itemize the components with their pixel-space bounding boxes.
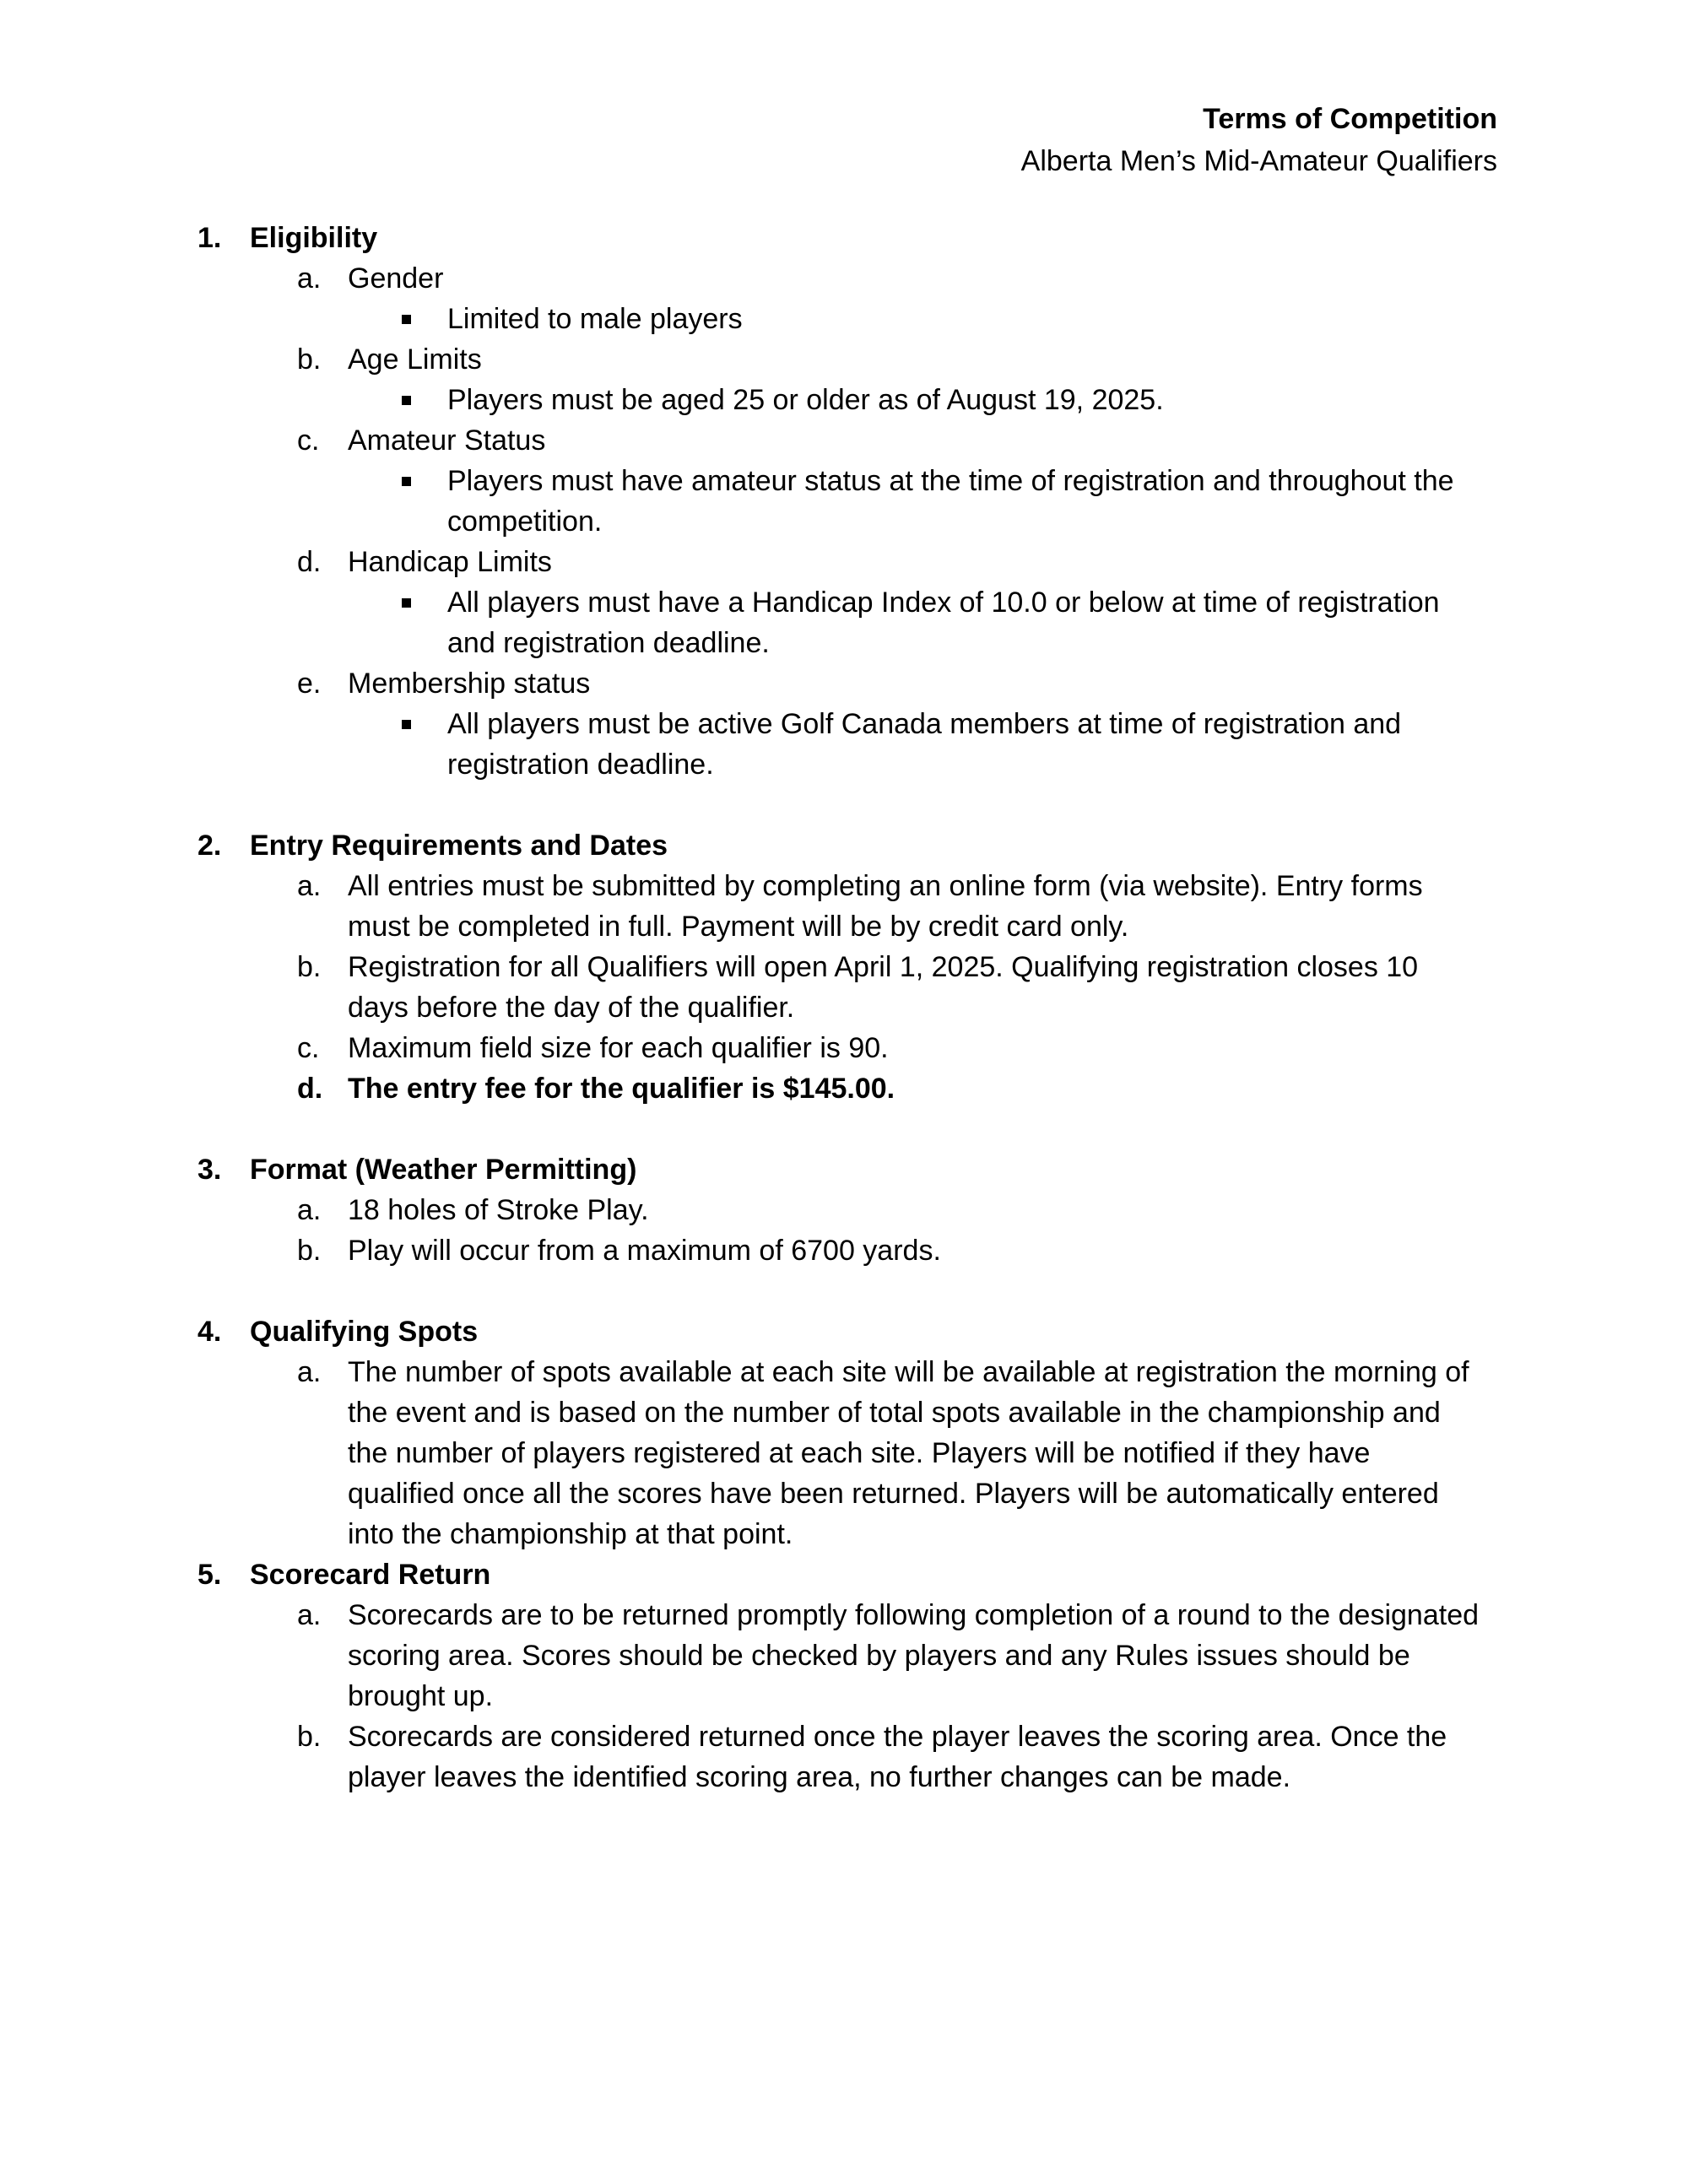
section-entry-requirements: [197, 825, 1497, 1109]
section-heading: [197, 1149, 1497, 1190]
item-letter: c.: [297, 424, 320, 457]
square-bullet-icon: [398, 704, 447, 785]
bullet-item: [197, 380, 1497, 420]
item-text: Scorecards are to be returned promptly following completion of a round to the designated scoring area. Scores should be checked by players and any Rules issues should be brought up.: [348, 1599, 1480, 1712]
section-spacer: [197, 785, 1497, 825]
section-number: 2.: [197, 830, 222, 862]
bullet-text: All players must be active Golf Canada members at time of registration and registration deadline.: [447, 708, 1402, 781]
bullet-item: [197, 582, 1497, 663]
section-title: Scorecard Return: [250, 1559, 491, 1591]
list-item: [197, 420, 1497, 461]
list-item: [197, 663, 1497, 704]
section-qualifying-spots: [197, 1311, 1497, 1554]
square-bullet-icon: [398, 461, 447, 542]
document-subtitle: Alberta Men’s Mid-Amateur Qualifiers: [1020, 145, 1497, 177]
section-number: 3.: [197, 1154, 222, 1186]
section-number: 5.: [197, 1559, 222, 1591]
section-title: Format (Weather Permitting): [250, 1154, 637, 1186]
item-text: All entries must be submitted by completing an online form (via website). Entry forms must be completed in full. Payment will be by credit card only.: [348, 870, 1423, 943]
section-format: [197, 1149, 1497, 1271]
item-text: The entry fee for the qualifier is $145.00.: [348, 1073, 895, 1105]
item-text: Gender: [348, 262, 444, 295]
item-letter: b.: [297, 343, 322, 376]
item-text: Amateur Status: [348, 424, 546, 457]
bullet-item: [197, 299, 1497, 339]
square-bullet-icon: [398, 380, 447, 420]
square-bullet-icon: [398, 582, 447, 663]
list-item: [197, 1190, 1497, 1230]
list-item: [197, 866, 1497, 947]
item-text: Membership status: [348, 668, 591, 700]
item-letter: d.: [297, 546, 322, 578]
terms-list: [197, 218, 1497, 1797]
section-heading: [197, 1311, 1497, 1352]
item-letter: a.: [297, 1356, 322, 1388]
bullet-item: [197, 461, 1497, 542]
section-eligibility: [197, 218, 1497, 785]
section-heading: [197, 218, 1497, 258]
list-item: [197, 947, 1497, 1028]
item-text: 18 holes of Stroke Play.: [348, 1194, 649, 1226]
list-item: [197, 1595, 1497, 1716]
section-number: 1.: [197, 222, 222, 254]
list-item: [197, 1028, 1497, 1068]
item-text: The number of spots available at each site will be available at registration the morning of the event and is based on the number of total spots available in the championship and the number of players registered at each site. Players will be notified if they have qualified once all the scores have been returned. Players will be automatically entered into the championship at that point.: [348, 1356, 1469, 1550]
bullet-item: [197, 704, 1497, 785]
item-text: Handicap Limits: [348, 546, 552, 578]
list-item: [197, 258, 1497, 299]
section-title: Qualifying Spots: [250, 1316, 479, 1348]
list-item: [197, 1230, 1497, 1271]
bullet-text: Limited to male players: [447, 303, 743, 335]
item-text: Maximum field size for each qualifier is 90.: [348, 1032, 889, 1064]
document-title: Terms of Competition: [1203, 103, 1497, 135]
item-letter: b.: [297, 951, 322, 983]
item-letter: e.: [297, 668, 322, 700]
document-header: [1021, 98, 1497, 182]
item-letter: b.: [297, 1721, 322, 1753]
bullet-text: All players must have a Handicap Index of 10.0 or below at time of registration and registration deadline.: [447, 587, 1440, 659]
list-item-entry-fee: [197, 1068, 1497, 1109]
item-text: Age Limits: [348, 343, 482, 376]
section-heading: [197, 1554, 1497, 1595]
bullet-text: Players must have amateur status at the time of registration and throughout the competition.: [447, 465, 1454, 538]
bullet-text: Players must be aged 25 or older as of August 19, 2025.: [447, 384, 1164, 416]
list-item: [197, 1716, 1497, 1797]
section-heading: [197, 825, 1497, 866]
section-title: Entry Requirements and Dates: [250, 830, 668, 862]
item-letter: a.: [297, 1599, 322, 1631]
list-item: [197, 1352, 1497, 1554]
item-text: Registration for all Qualifiers will open April 1, 2025. Qualifying registration closes 10 days before the day of the qualifier.: [348, 951, 1419, 1024]
square-bullet-icon: [398, 299, 447, 339]
section-number: 4.: [197, 1316, 222, 1348]
item-text: Scorecards are considered returned once the player leaves the scoring area. Once the player leaves the identified scoring area, no further changes can be made.: [348, 1721, 1447, 1793]
list-item: [197, 542, 1497, 582]
section-spacer: [197, 1271, 1497, 1311]
item-letter: d.: [297, 1073, 323, 1105]
item-letter: a.: [297, 1194, 322, 1226]
item-letter: c.: [297, 1032, 320, 1064]
list-item: [197, 339, 1497, 380]
section-title: Eligibility: [250, 222, 378, 254]
item-letter: a.: [297, 262, 322, 295]
item-text: Play will occur from a maximum of 6700 yards.: [348, 1235, 941, 1267]
item-letter: a.: [297, 870, 322, 902]
item-letter: b.: [297, 1235, 322, 1267]
section-spacer: [197, 1109, 1497, 1149]
section-scorecard-return: [197, 1554, 1497, 1797]
